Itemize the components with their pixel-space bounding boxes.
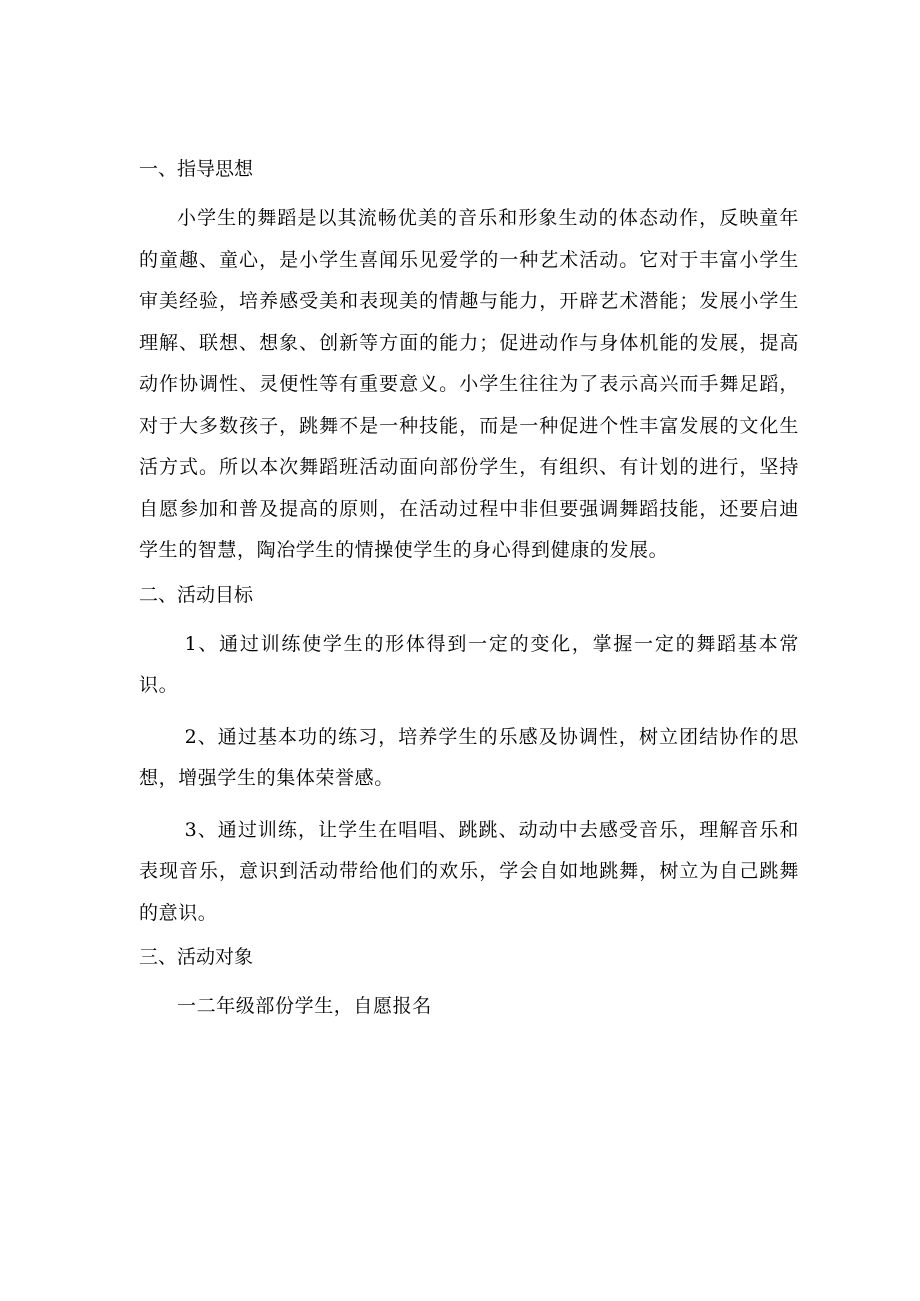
section-heading-activity-goals: 二、活动目标 xyxy=(139,583,254,606)
guiding-thought-paragraph: 小学生的舞蹈是以其流畅优美的音乐和形象生动的体态动作，反映童年的童趣、童心，是小学生喜闻乐见爱学的一种艺术活动。它对于丰富小学生审美经验，培养感受美和表现美的情趣与能力，开辟艺术潜能；发展小学生理解、联想、想象、创新等方面的能力；促进动作与身体机能的发展，提高动作协调性、灵便性等有重要意义。小学生往往为了表示高兴而手舞足蹈，对于大多数孩子，跳舞不是一种技能，而是一种促进个性丰富发展的文化生活方式。所以本次舞蹈班活动面向部份学生，有组织、有计划的进行，坚持自愿参加和普及提高的原则，在活动过程中非但要强调舞蹈技能，还要启迪学生的智慧，陶冶学生的情操使学生的身心得到健康的发展。 xyxy=(139,207,799,561)
activity-goals-list xyxy=(139,624,799,935)
section-heading-activity-target: 三、活动对象 xyxy=(139,946,254,968)
section-heading-guiding-thought: 一、指导思想 xyxy=(139,158,254,180)
document-body xyxy=(139,152,799,1028)
goal-item-2: 2、通过基本功的练习，培养学生的乐感及协调性，树立团结协作的思想，增强学生的集体荣誉感。 xyxy=(139,725,799,789)
activity-target-paragraph: 一二年级部份学生，自愿报名 xyxy=(177,995,432,1017)
goal-item-1: 1、通过训练使学生的形体得到一定的变化，掌握一定的舞蹈基本常识。 xyxy=(139,632,799,696)
goal-item-3: 3、通过训练，让学生在唱唱、跳跳、动动中去感受音乐，理解音乐和表现音乐，意识到活动带给他们的欢乐，学会自如地跳舞，树立为自己跳舞的意识。 xyxy=(139,818,799,924)
